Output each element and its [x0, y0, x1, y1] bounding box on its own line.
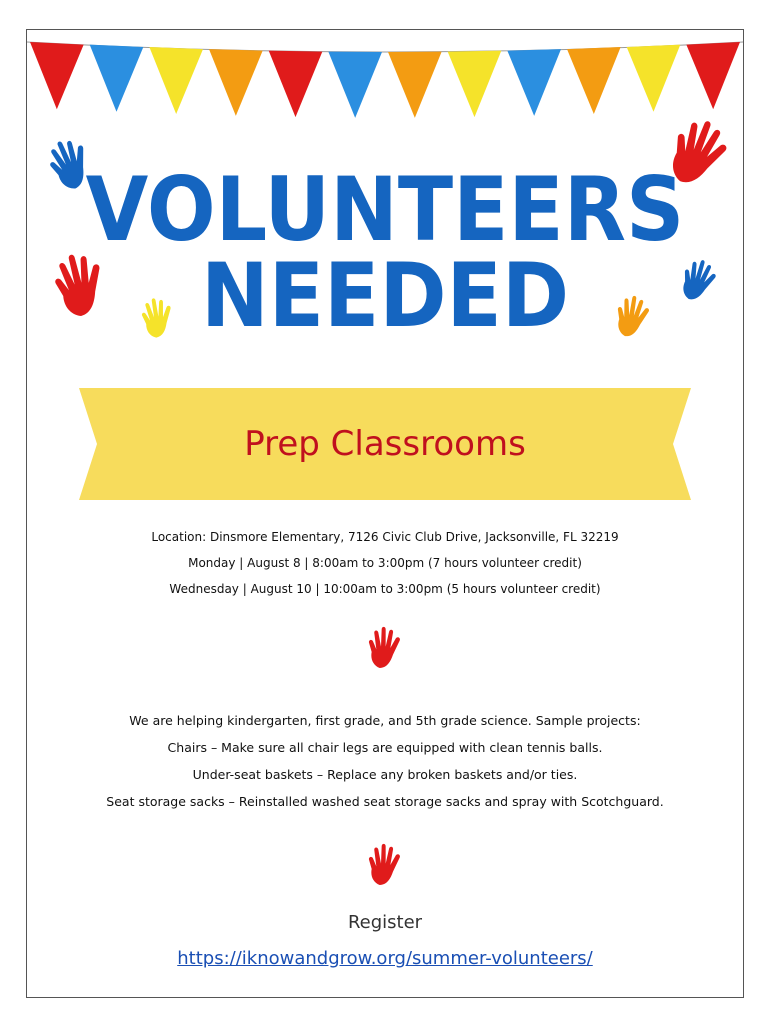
wednesday-schedule: Wednesday | August 10 | 10:00am to 3:00pm (5 hours volunteer credit) [169, 582, 601, 596]
bunting-pennant [30, 42, 84, 109]
bunting-pennant [209, 49, 263, 116]
bunting-pennant [269, 51, 323, 117]
bunting-pennant [328, 52, 382, 118]
event-title: Prep Classrooms [244, 424, 526, 464]
bunting-pennant [90, 45, 144, 112]
event-details [27, 528, 743, 606]
headline-needed: NEEDED [200, 244, 570, 347]
bunting-pennant [149, 47, 203, 114]
bunting-decoration [27, 30, 743, 150]
headline-volunteers: VOLUNTEERS [85, 158, 685, 261]
project-item-sacks: Seat storage sacks – Reinstalled washed seat storage sacks and spray with Scotchguard. [106, 794, 664, 809]
register-link[interactable]: https://iknowandgrow.org/summer-volunteers/ [177, 948, 593, 969]
bunting-pennant [448, 51, 502, 117]
projects-section [27, 712, 743, 820]
bunting-pennant [627, 45, 681, 112]
hand-print-icon [365, 624, 405, 672]
location-text: Location: Dinsmore Elementary, 7126 Civic Club Drive, Jacksonville, FL 32219 [151, 530, 619, 544]
projects-intro: We are helping kindergarten, first grade, and 5th grade science. Sample projects: [129, 713, 641, 728]
register-link-wrapper [27, 948, 743, 969]
project-item-chairs: Chairs – Make sure all chair legs are equipped with clean tennis balls. [167, 740, 603, 755]
project-item-baskets: Under-seat baskets – Replace any broken baskets and/or ties. [192, 767, 578, 782]
bunting-pennant [567, 47, 621, 114]
bunting-pennant [686, 42, 740, 109]
bunting-pennant [388, 52, 442, 118]
register-label: Register [347, 912, 423, 933]
hand-print-icon [365, 840, 405, 890]
bunting-pennant [507, 49, 561, 116]
monday-schedule: Monday | August 8 | 8:00am to 3:00pm (7 hours volunteer credit) [188, 556, 582, 570]
flyer-page [26, 29, 744, 998]
